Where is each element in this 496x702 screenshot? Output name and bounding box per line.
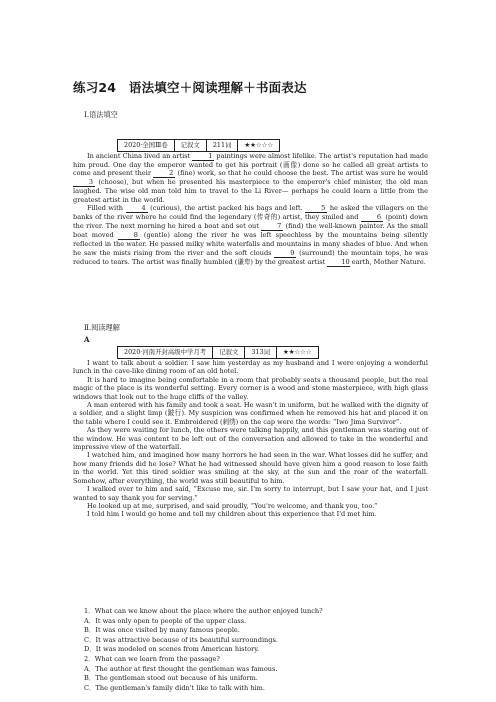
question-list — [84, 607, 424, 693]
reading-paragraph: I want to talk about a soldier. I saw him yesterday as my husband and I were enjoying a wonderful lunch in the cave-like dining room of an old hotel. — [73, 359, 428, 376]
blank-6: 6 — [361, 214, 383, 222]
section-reading-heading: Ⅱ.阅读理解 — [84, 323, 120, 332]
answer-option: A．The author at first thought the gentleman was famous. — [84, 664, 278, 673]
source-tag-difficulty: ★★☆☆☆ — [282, 348, 312, 356]
grammar-paragraph: In ancient China lived an artist 1 paintings were almost lifelike. The artist's reputation had made him proud. One day the emperor wanted to get his portrait (画像) done so he called all great artists to come and present their 2 (fine) work, so that he could choose the best. The artist was sure he would 3 (choose), but when he presented his masterpiece to the emperor's chief minister, the old man laughed. The wise old man told him to travel to the Li River— perhaps he could learn a little from the greatest artist in the world. — [73, 152, 428, 204]
blank-4: 4 — [126, 205, 148, 213]
blank-5: 5 — [305, 205, 327, 213]
passage-label-a: A — [84, 335, 90, 344]
blank-8: 8 — [118, 232, 140, 240]
source-tag-grammar — [117, 139, 280, 152]
question-stem: 2．What can we learn from the passage? — [84, 654, 220, 663]
reading-paragraph: It is hard to imagine being comfortable in a room that probably seats a thousand people, but the real magic of the place is its wonderful setting. Every corner is a wood and stone masterpiece, with high glass windows that look out to the huge cliffs of the valley. — [73, 375, 428, 401]
answer-option: D．It was modeled on scenes from American history. — [84, 645, 260, 654]
source-tag-genre: 记叙文 — [213, 347, 245, 358]
reading-passage — [73, 359, 428, 519]
source-tag-difficulty: ★★☆☆☆ — [244, 141, 274, 149]
source-tag-origin: 2020·河南开封高级中学月考 — [118, 347, 213, 358]
page-title: 练习24 语法填空＋阅读理解＋书面表达 — [73, 80, 307, 95]
source-tag-wordcount: 313词 — [245, 347, 277, 358]
answer-option: B．It was once visited by many famous people. — [84, 626, 240, 635]
blank-2: 2 — [153, 170, 175, 178]
reading-paragraph: As they were waiting for lunch, the others were talking happily, and this gentleman was staring out of the window. He was content to be left out of the conversation and allowed to take in the wonderful and impressive view of the waterfall. — [73, 426, 428, 452]
grammar-passage — [73, 152, 428, 267]
answer-option: A．It was only open to people of the upper class. — [84, 616, 247, 625]
answer-option: B．The gentleman stood out because of his uniform. — [84, 674, 258, 683]
source-tag-origin: 2020·全国Ⅲ卷 — [118, 140, 175, 151]
answer-option: C．It was attractive because of its beautiful surroundings. — [84, 635, 278, 644]
section-grammar-heading: Ⅰ.语法填空 — [84, 110, 118, 119]
blank-7: 7 — [261, 223, 283, 231]
question-stem: 1．What can we know about the place where the author enjoyed lunch? — [84, 607, 323, 615]
grammar-paragraph: Filled with 4 (curious), the artist packed his bags and left. 5 he asked the villagers on the banks of the river where he could find the legendary (传奇的) artist, they smiled and 6 (point) down the river. The next morning he hired a boat and set out 7 (find) the well-known painter. As the small boat moved 8 (gentle) along the river he was left speechless by the mountains being silently reflected in the water. He passed milky white waterfalls and mountains in many shades of blue. And when he saw the mists rising from the river and the soft clouds 9 (surround) the mountain tops, he was reduced to tears. The artist was finally humbled (谦卑) by the greatest artist 10 earth, Mother Nature. — [73, 204, 428, 266]
reading-paragraph: A man entered with his family and took a seat. He wasn't in uniform, but he walked with the dignity of a soldier, and a slight limp (跛行). My suspicion was confirmed when he removed his hat and placed it on the table where I could see it. Embroidered (刺绣) on the cap were the words: “Iwo Jima Survivor”. — [73, 401, 428, 426]
source-tag-wordcount: 211词 — [207, 140, 239, 151]
reading-paragraph: I walked over to him and said, “Excuse me, sir. I'm sorry to interrupt, but I saw your hat, and I just wanted to say thank you for serving.” — [73, 485, 428, 502]
blank-3: 3 — [73, 179, 95, 187]
source-tag-genre: 记叙文 — [175, 140, 207, 151]
blank-1: 1 — [192, 153, 214, 161]
answer-option: C．The gentleman's family didn't like to talk with him. — [84, 683, 265, 692]
reading-paragraph: I watched him, and imagined how many horrors he had seen in the war. What losses did he suffer, and how many friends did he lose? What he had witnessed should have given him a good reason to lose faith in the world. Yet this tired soldier was smiling at the sky, at the sun and the roar of the waterfall. Somehow, after everything, the world was still beautiful to him. — [73, 451, 428, 485]
blank-10: 10 — [327, 259, 349, 267]
reading-paragraph: I told him I would go home and tell my children about this experience that I'd met him. — [87, 510, 377, 519]
reading-paragraph: He looked up at me, surprised, and said proudly, “You're welcome, and thank you, too.” — [87, 501, 378, 510]
blank-9: 9 — [274, 250, 296, 258]
source-tag-reading — [117, 346, 319, 359]
